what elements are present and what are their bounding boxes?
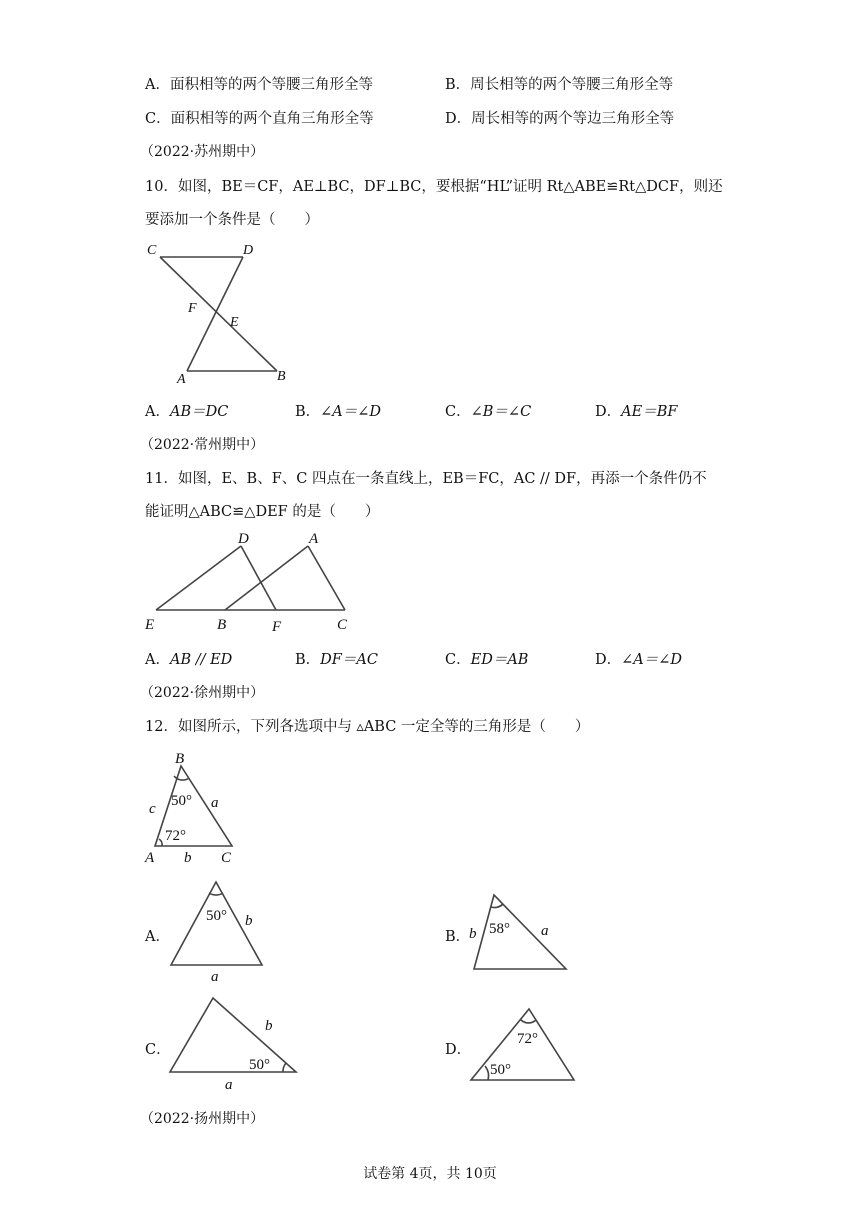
option-d-angle-arc-top	[521, 1020, 536, 1023]
option-label: C．	[445, 652, 471, 668]
q10-stem-line2: 要添加一个条件是（ ）	[145, 212, 319, 228]
option-text: 面积相等的两个等腰三角形全等	[169, 77, 373, 93]
q11-label-a: A	[309, 531, 319, 547]
option-c-triangle	[170, 998, 296, 1072]
option-c-side-b: b	[265, 1018, 273, 1034]
option-b-angle: 58°	[489, 921, 510, 937]
option-text: DF＝AC	[320, 652, 378, 668]
q12-option-a-label: A．	[145, 929, 170, 945]
option-label: B．	[295, 652, 321, 668]
q11-option-d	[595, 648, 682, 669]
q10-label-a: A	[177, 372, 186, 386]
option-text: 周长相等的两个等边三角形全等	[471, 111, 675, 127]
option-text: 周长相等的两个等腰三角形全等	[470, 77, 674, 93]
q10-label-f: F	[188, 301, 197, 316]
q10-label-c: C	[147, 243, 157, 258]
option-c-side-a: a	[225, 1077, 233, 1092]
next-question-source: （2022·扬州期中）	[140, 1111, 265, 1127]
q11-label-c: C	[337, 617, 348, 633]
q10-option-b	[295, 400, 381, 421]
q11-segment-ba	[225, 546, 308, 610]
option-c-angle-arc	[283, 1063, 286, 1072]
option-text: ∠A＝∠D	[621, 652, 683, 668]
option-b-side-b: b	[469, 926, 477, 942]
option-a-angle: 50°	[206, 908, 227, 924]
q10-option-d	[595, 400, 677, 421]
q10-segment-cb	[160, 257, 277, 371]
q12-angle-arc-a	[159, 839, 162, 846]
q11-source: （2022·常州期中）	[140, 437, 265, 453]
q11-segment-ed	[156, 546, 241, 610]
q12-main-figure	[140, 745, 250, 870]
option-a-angle-arc	[209, 893, 223, 895]
q12-side-a: a	[211, 795, 219, 811]
q12-side-c: c	[149, 801, 156, 817]
q11-option-a	[145, 648, 232, 669]
option-label: A．	[145, 652, 170, 668]
option-label: A．	[145, 77, 170, 93]
q11-figure	[140, 528, 365, 638]
q12-option-c-label: C．	[145, 1042, 171, 1058]
q11-segment-df	[241, 546, 276, 610]
q9-option-b	[445, 73, 673, 94]
q12-option-c-figure	[165, 992, 305, 1092]
q10-label-b: B	[277, 369, 286, 384]
q12-label-a: A	[145, 850, 155, 866]
option-text: ∠B＝∠C	[470, 404, 532, 420]
option-d-angle-top: 72°	[517, 1031, 538, 1047]
q10-figure	[140, 236, 310, 386]
q11-label-f: F	[272, 619, 282, 635]
q12-angle-b-value: 50°	[171, 793, 192, 809]
q11-option-b	[295, 648, 378, 669]
q10-option-a	[145, 400, 228, 421]
q9-option-c	[145, 107, 374, 128]
q11-stem-line1: 11．如图，E、B、F、C 四点在一条直线上，EB＝FC，AC // DF，再添一个条件仍不	[145, 471, 707, 487]
option-a-side-a: a	[211, 969, 219, 985]
q11-label-e: E	[145, 617, 155, 633]
option-label: C．	[145, 111, 171, 127]
option-b-angle-arc	[491, 904, 503, 908]
q12-option-d-label: D．	[445, 1042, 472, 1058]
q11-label-d: D	[238, 531, 249, 547]
option-label: D．	[445, 111, 472, 127]
q12-option-d-figure	[465, 1003, 585, 1088]
option-label: B．	[295, 404, 321, 420]
q9-option-d	[445, 107, 674, 128]
q10-label-e: E	[230, 315, 239, 330]
page-footer: 试卷第 4页，共 10页	[363, 1166, 497, 1182]
q10-source: （2022·苏州期中）	[140, 144, 265, 160]
q11-stem-line2: 能证明△ABC≌△DEF 的是（ ）	[145, 504, 380, 520]
option-d-angle-arc-left	[485, 1066, 489, 1080]
q10-stem-line1: 10．如图，BE＝CF，AE⊥BC，DF⊥BC，要根据“HL”证明 Rt△ABE≌Rt△DCF，则还	[145, 179, 723, 195]
q10-option-c	[445, 400, 531, 421]
option-label: D．	[595, 404, 622, 420]
q10-label-d: D	[243, 243, 254, 258]
option-text: AE＝BF	[621, 404, 678, 420]
option-b-side-a: a	[541, 923, 549, 939]
option-d-angle-left: 50°	[490, 1062, 511, 1078]
q12-angle-a-value: 72°	[165, 828, 186, 844]
option-label: B．	[445, 77, 471, 93]
option-label: A．	[145, 404, 170, 420]
option-text: 面积相等的两个直角三角形全等	[170, 111, 374, 127]
option-a-side-b: b	[245, 913, 253, 929]
q12-source: （2022·徐州期中）	[140, 685, 265, 701]
q12-stem-line1: 12．如图所示，下列各选项中与 ▵ABC 一定全等的三角形是（ ）	[145, 719, 590, 735]
q11-option-c	[445, 648, 528, 669]
option-text: AB // ED	[169, 652, 233, 668]
q12-side-b: b	[184, 850, 192, 866]
q12-option-b-label: B．	[445, 929, 471, 945]
q12-option-b-figure	[465, 888, 575, 978]
option-b-triangle	[474, 895, 566, 969]
option-label: D．	[595, 652, 622, 668]
option-text: ∠A＝∠D	[320, 404, 382, 420]
option-c-angle: 50°	[249, 1057, 270, 1073]
option-text: ED＝AB	[470, 652, 529, 668]
q11-segment-ac	[308, 546, 345, 610]
q11-label-b: B	[217, 617, 227, 633]
option-text: AB＝DC	[169, 404, 229, 420]
q9-option-a	[145, 73, 373, 94]
q12-label-b: B	[175, 751, 185, 767]
option-label: C．	[445, 404, 471, 420]
q12-option-a-figure	[165, 875, 275, 985]
q12-label-c: C	[221, 850, 232, 866]
